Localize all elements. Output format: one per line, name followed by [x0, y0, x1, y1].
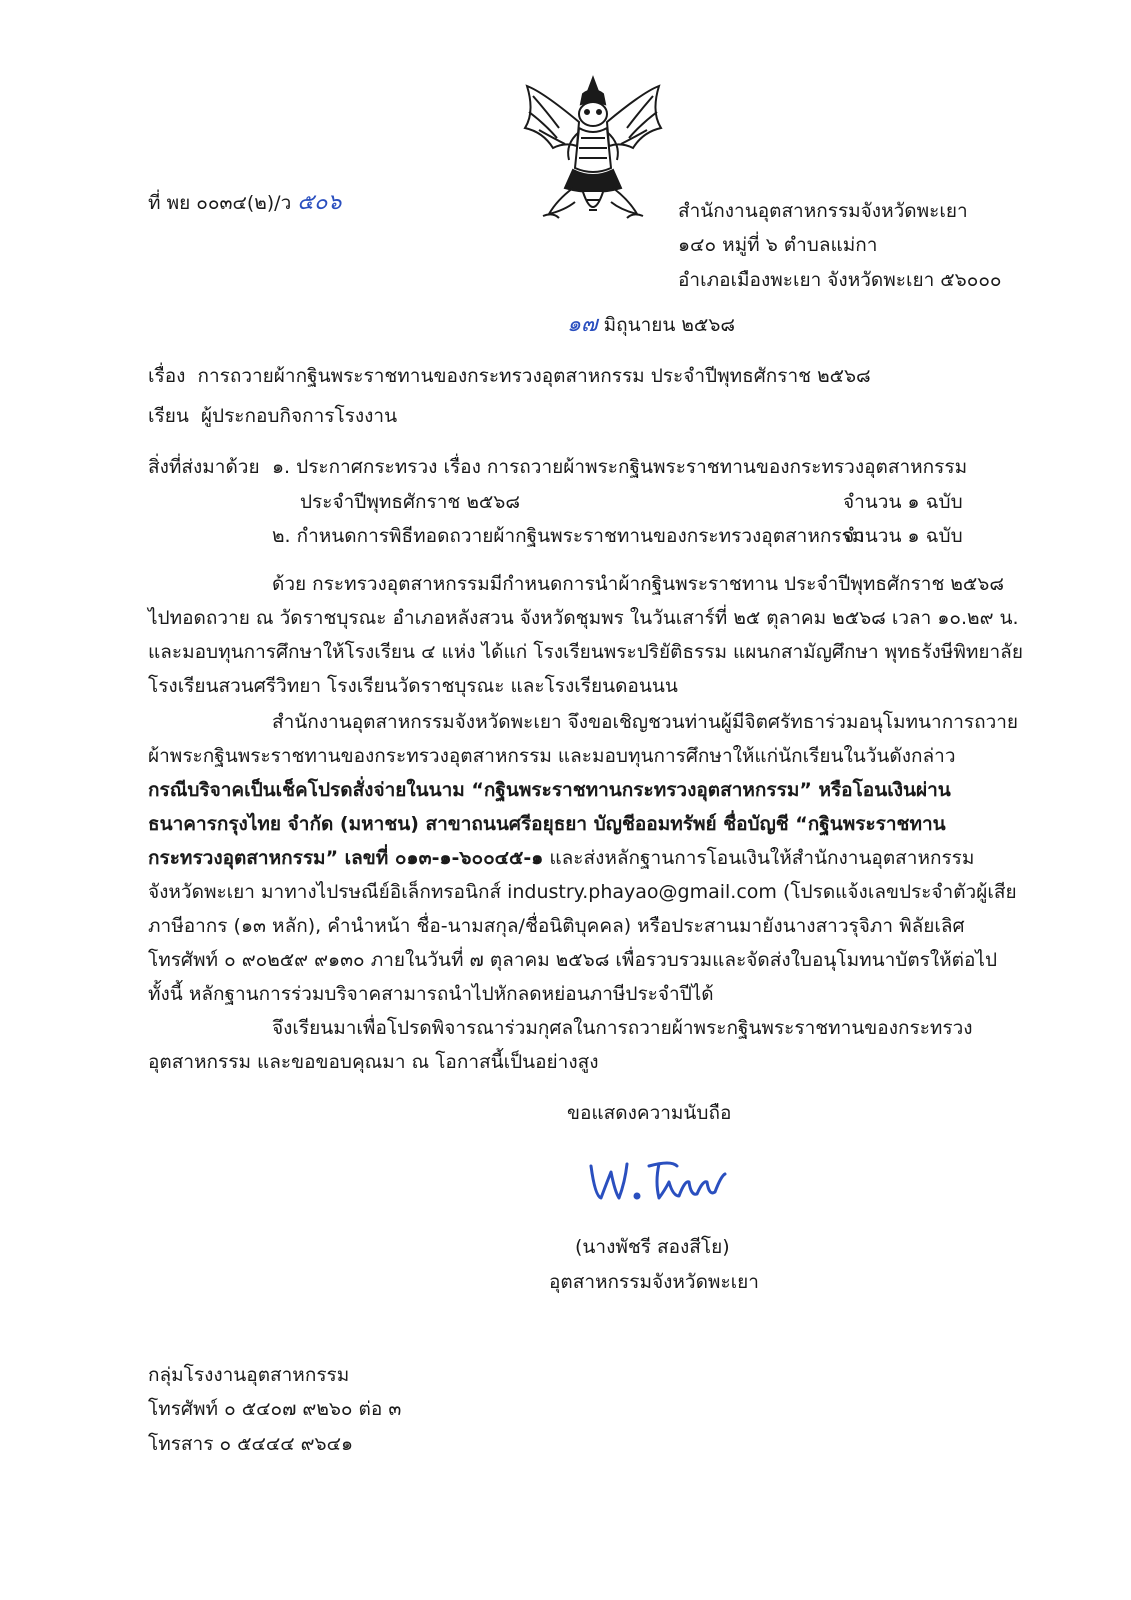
body-paragraph2-line2: ผ้าพระกฐินพระราชทานของกระทรวงอุตสาหกรรม และมอบทุนการศึกษาให้แก่นักเรียนในวันดังกล่าว	[148, 745, 956, 767]
body-paragraph1-line1: ด้วย กระทรวงอุตสาหกรรมมีกำหนดการนำผ้ากฐินพระราชทาน ประจำปีพุทธศักราช ๒๕๖๘	[272, 573, 1005, 595]
body-paragraph2-line6: จังหวัดพะเยา มาทางไปรษณีย์อิเล็กทรอนิกส์ industry.phayao@gmail.com (โปรดแจ้งเลขประจำตัวผู้เสีย	[148, 881, 1017, 903]
enclosure-item1-line1: ๑. ประกาศกระทรวง เรื่อง การถวายผ้าพระกฐินพระราชทานของกระทรวงอุตสาหกรรม	[272, 456, 968, 478]
recipient-label: เรียน	[148, 405, 189, 427]
enclosure-item1-quantity: จำนวน ๑ ฉบับ	[843, 491, 963, 513]
subject-text: การถวายผ้ากฐินพระราชทานของกระทรวงอุตสาหกรรม ประจำปีพุทธศักราช ๒๕๖๘	[197, 365, 871, 387]
body-paragraph1-line2: ไปทอดถวาย ณ วัดราชบุรณะ อำเภอหลังสวน จังหวัดชุมพร ในวันเสาร์ที่ ๒๕ ตุลาคม ๒๕๖๘ เวลา ๑๐.๒๙ น.	[148, 607, 1019, 629]
date-day-handwritten: ๑๗	[567, 312, 598, 337]
signer-name: (นางพัชรี สองสีโย)	[575, 1236, 730, 1258]
enclosures-label: สิ่งที่ส่งมาด้วย	[148, 456, 260, 478]
body-paragraph2-line1: สำนักงานอุตสาหกรรมจังหวัดพะเยา จึงขอเชิญชวนท่านผู้มีจิตศรัทธาร่วมอนุโมทนาการถวาย	[272, 711, 1019, 733]
footer-department: กลุ่มโรงงานอุตสาหกรรม	[148, 1364, 350, 1386]
signature-icon	[585, 1152, 735, 1212]
body-paragraph2-line7: ภาษีอากร (๑๓ หลัก), คำนำหน้า ชื่อ-นามสกุล/ชื่อนิติบุคคล) หรือประสานมายังนางสาวรุจิภา พิลัยเลิศ	[148, 915, 965, 937]
garuda-emblem-icon	[513, 72, 673, 232]
recipient-line	[148, 403, 397, 429]
office-address-line1: ๑๔๐ หมู่ที่ ๖ ตำบลแม่กา	[678, 234, 878, 256]
body-paragraph2-line5	[148, 845, 974, 871]
reference-number	[148, 190, 341, 216]
document-date	[567, 312, 735, 338]
body-paragraph2-line4: ธนาคารกรุงไทย จำกัด (มหาชน) สาขาถนนศรีอยุธยา บัญชีออมทรัพย์ ชื่อบัญชี “กฐินพระราชทาน	[148, 813, 946, 835]
body-paragraph3-line1: จึงเรียนมาเพื่อโปรดพิจารณาร่วมกุศลในการถวายผ้าพระกฐินพระราชทานของกระทรวง	[272, 1017, 973, 1039]
reference-handwritten-number: ๕๐๖	[297, 190, 342, 215]
footer-phone: โทรศัพท์ ๐ ๕๔๐๗ ๙๒๖๐ ต่อ ๓	[148, 1398, 402, 1420]
reference-prefix: ที่ พย ๐๐๓๔(๒)/ว	[148, 192, 292, 214]
body-paragraph2-line9: ทั้งนี้ หลักฐานการร่วมบริจาคสามารถนำไปหักลดหย่อนภาษีประจำปีได้	[148, 983, 714, 1005]
body-paragraph3-line2: อุตสาหกรรม และขอขอบคุณมา ณ โอกาสนี้เป็นอย่างสูง	[148, 1051, 599, 1073]
enclosure-item2-quantity: จำนวน ๑ ฉบับ	[843, 525, 963, 547]
bank-account-number: กระทรวงอุตสาหกรรม” เลขที่ ๐๑๓-๑-๖๐๐๔๕-๑	[148, 847, 544, 869]
footer-fax: โทรสาร ๐ ๕๔๔๔ ๙๖๔๑	[148, 1433, 354, 1455]
closing-salutation: ขอแสดงความนับถือ	[567, 1102, 732, 1124]
body-paragraph1-line3: และมอบทุนการศึกษาให้โรงเรียน ๔ แห่ง ได้แก่ โรงเรียนพระปริยัติธรรม แผนกสามัญศึกษา พุทธรังษีพิทยาลัย	[148, 641, 1023, 663]
body-paragraph2-line3: กรณีบริจาคเป็นเช็คโปรดสั่งจ่ายในนาม “กฐินพระราชทานกระทรวงอุตสาหกรรม” หรือโอนเงินผ่าน	[148, 779, 951, 801]
signer-position: อุตสาหกรรมจังหวัดพะเยา	[549, 1271, 759, 1293]
recipient-text: ผู้ประกอบกิจการโรงงาน	[200, 405, 398, 427]
subject-line	[148, 363, 871, 389]
body-paragraph1-line4: โรงเรียนสวนศรีวิทยา โรงเรียนวัดราชบุรณะ และโรงเรียนดอนนน	[148, 675, 678, 697]
enclosure-item2: ๒. กำหนดการพิธีทอดถวายผ้ากฐินพระราชทานของกระทรวงอุตสาหกรรม	[272, 525, 865, 547]
enclosure-item1-line2: ประจำปีพุทธศักราช ๒๕๖๘	[300, 491, 520, 513]
office-name: สำนักงานอุตสาหกรรมจังหวัดพะเยา	[678, 200, 968, 222]
subject-label: เรื่อง	[148, 365, 186, 387]
date-month-year: มิถุนายน ๒๕๖๘	[603, 314, 736, 336]
body-paragraph2-line8: โทรศัพท์ ๐ ๙๐๒๕๙ ๙๑๓๐ ภายในวันที่ ๗ ตุลาคม ๒๕๖๘ เพื่อรวบรวมและจัดส่งใบอนุโมทนาบัตรให้ต่อไป	[148, 949, 998, 971]
body-paragraph2-line5-rest: และส่งหลักฐานการโอนเงินให้สำนักงานอุตสาหกรรม	[543, 847, 975, 869]
office-address-line2: อำเภอเมืองพะเยา จังหวัดพะเยา ๕๖๐๐๐	[678, 269, 1002, 291]
